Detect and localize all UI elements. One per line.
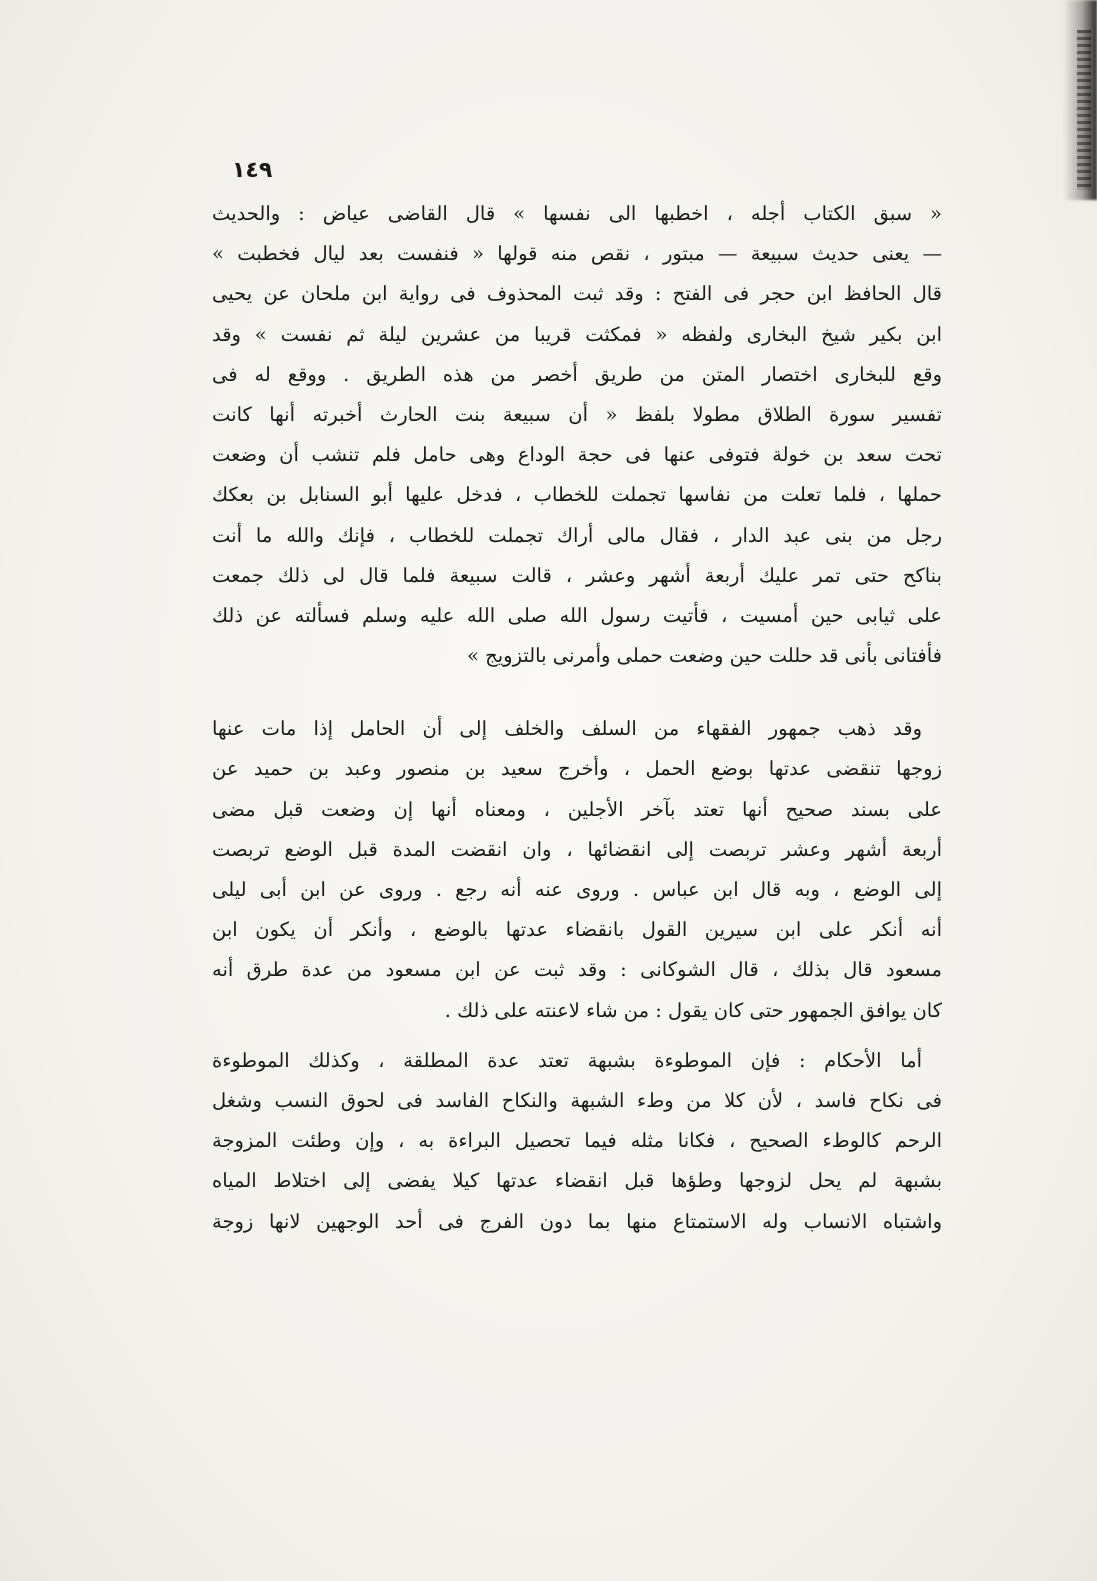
paragraph-1: [212, 194, 942, 676]
binding-marks: [1077, 30, 1091, 190]
text-line: الرحم كالوطء الصحيح ، فكانا مثله فيما تحصيل البراءة به ، وإن وطئت المزوجة: [212, 1129, 942, 1153]
text-line: أما الأحكام : فإن الموطوءة بشبهة تعتد عدة المطلقة ، وكذلك الموطوءة: [212, 1048, 922, 1072]
text-line: وقع للبخارى اختصار المتن من طريق أخصر من هذه الطريق . ووقع له فى: [212, 362, 942, 386]
text-line: حملها ، فلما تعلت من نفاسها تجملت للخطاب ، فدخل عليها أبو السنابل بن بعكك: [212, 483, 942, 507]
text-line: واشتباه الانساب وله الاستمتاع منها بما دون الفرج فى أحد الوجهين لانها زوجة: [212, 1209, 942, 1233]
text-line: وقد ذهب جمهور الفقهاء من السلف والخلف إلى أن الحامل إذا مات عنها: [212, 717, 922, 741]
page-number: ١٤٩: [232, 158, 273, 183]
text-line: زوجها تنقضى عدتها بوضع الحمل ، وأخرج سعيد بن منصور وعبد بن حميد عن: [212, 757, 942, 781]
text-line: أربعة أشهر وعشر تربصت إلى انقضائها ، وان انقضت المدة قبل الوضع تربصت: [212, 837, 942, 861]
body-text: [212, 194, 942, 1242]
text-line: كان يوافق الجمهور حتى كان يقول : من شاء لاعنته على ذلك .: [444, 998, 942, 1022]
paragraph-gap: [212, 676, 942, 709]
text-line: فى نكاح فاسد ، لأن كلا من وطء الشبهة والنكاح الفاسد فى لحوق النسب وشغل: [212, 1088, 942, 1112]
text-line: على بسند صحيح أنها تعتد بآخر الأجلين ، ومعناه أنها إن وضعت قبل مضى: [212, 797, 942, 821]
text-line: على ثيابى حين أمسيت ، فأتيت رسول الله صلى الله عليه وسلم فسألته عن ذلك: [212, 603, 942, 627]
text-line: رجل من بنى عبد الدار ، فقال مالى أراك تجملت للخطاب ، فإنك والله ما أنت: [212, 523, 942, 547]
text-line: تحت سعد بن خولة فتوفى عنها فى حجة الوداع وهى حامل فلم تنشب أن وضعت: [212, 443, 942, 467]
paragraph-2: [212, 709, 942, 1031]
paragraph-gap: [212, 1031, 942, 1041]
text-line: أنه أنكر على ابن سيرين القول بانقضاء عدتها بالوضع ، وأنكر أن يكون ابن: [212, 918, 942, 942]
text-line: مسعود قال بذلك ، قال الشوكانى : وقد ثبت عن ابن مسعود من عدة طرق أنه: [212, 958, 942, 982]
text-line: ابن بكير شيخ البخارى ولفظه « فمكثت قريبا من عشرين ليلة ثم نفست » وقد: [212, 322, 942, 346]
text-line: قال الحافظ ابن حجر فى الفتح : وقد ثبت المحذوف فى رواية ابن ملحان عن يحيى: [212, 282, 942, 306]
text-line: « سبق الكتاب أجله ، اخطبها الى نفسها » قال القاضى عياض : والحديث: [212, 202, 942, 225]
paragraph-3: [212, 1041, 942, 1242]
text-line: إلى الوضع ، وبه قال ابن عباس . وروى عنه أنه رجع . وروى عن ابن أبى ليلى: [212, 878, 942, 901]
text-line: — يعنى حديث سبيعة — مبتور ، نقص منه قولها « فنفست بعد ليال فخطبت »: [212, 242, 942, 266]
text-line: تفسير سورة الطلاق مطولا بلفظ « أن سبيعة بنت الحارث أخبرته أنها كانت: [212, 402, 942, 426]
text-line: بشبهة لم يحل لزوجها وطؤها قبل انقضاء عدتها كيلا يفضى إلى اختلاط المياه: [212, 1169, 942, 1193]
text-line: بناكح حتى تمر عليك أربعة أشهر وعشر ، قالت سبيعة فلما قال لى ذلك جمعت: [212, 563, 942, 587]
text-line: فأفتانى بأنى قد حللت حين وضعت حملى وأمرنى بالتزويج »: [467, 644, 942, 668]
